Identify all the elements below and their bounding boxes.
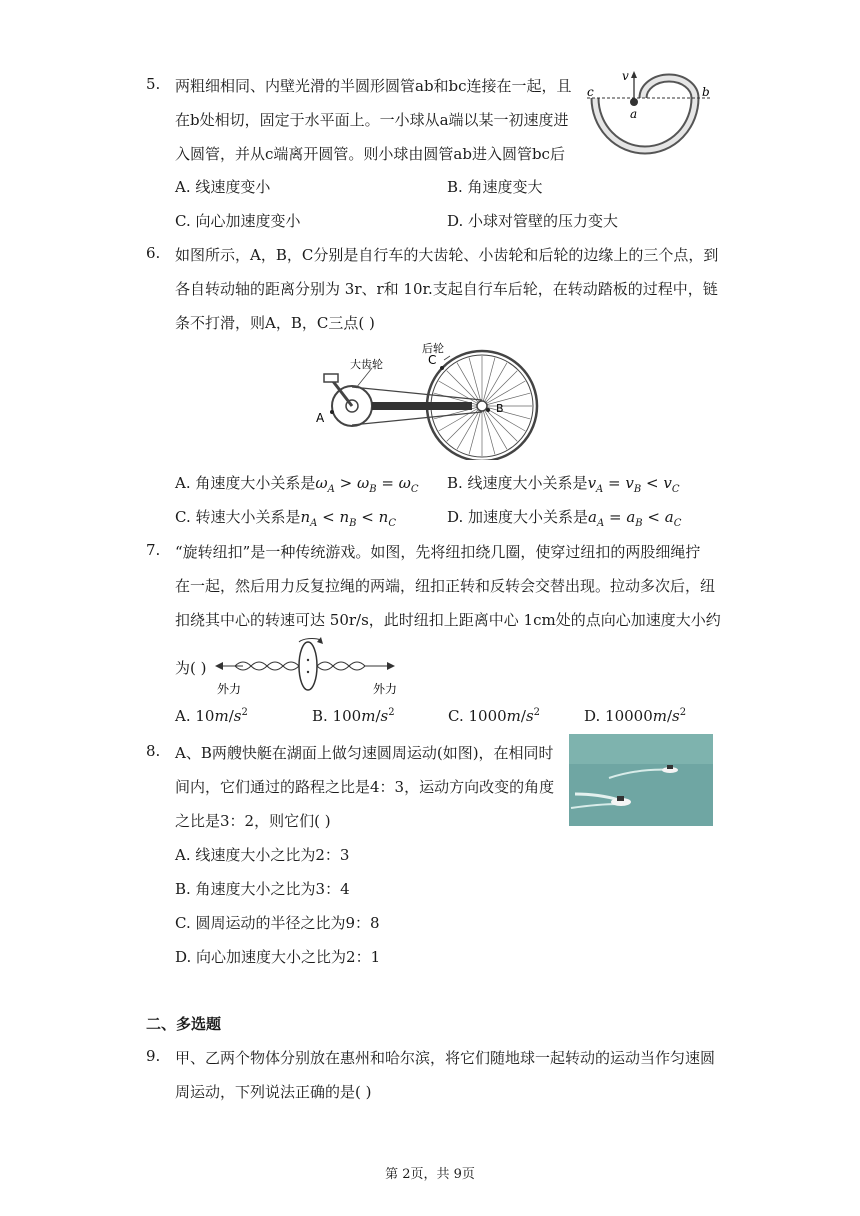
question-text-line: 两粗细相同、内壁光滑的半圆形圆管ab和bc连接在一起，且: [175, 77, 572, 95]
option-c: C. 转速大小关系是$n_A < n_B < n_C$: [175, 508, 396, 529]
label-force-left: 外力: [217, 682, 242, 696]
option-a: A. $10m/s^2$: [175, 707, 248, 725]
question-text-line: 在b处相切，固定于水平面上。一小球从a端以某一初速度进: [175, 111, 569, 129]
option-d: D. $10000m/s^2$: [584, 707, 687, 725]
label-point-c: C: [428, 353, 437, 367]
question-number: 8.: [146, 742, 161, 760]
question-text-line: “旋转纽扣”是一种传统游戏。如图，先将纽扣绕几圈，使穿过纽扣的两股细绳拧: [175, 543, 701, 561]
option-d: D. 向心加速度大小之比为2：1: [175, 948, 381, 966]
button-figure: [213, 633, 403, 699]
label-b: b: [702, 85, 710, 99]
option-c: C. $1000m/s^2$: [448, 707, 541, 725]
question-number: 9.: [146, 1047, 161, 1065]
option-c: C. 圆周运动的半径之比为9：8: [175, 914, 380, 932]
label-a: a: [630, 107, 638, 121]
question-text-line: 各自转动轴的距离分别为 3r、r和 10r.支起自行车后轮，在转动踏板的过程中，链: [175, 280, 718, 298]
question-number: 5.: [146, 75, 161, 93]
option-c: C. 向心加速度变小: [175, 212, 301, 230]
option-b: B. 角速度大小之比为3：4: [175, 880, 350, 898]
section-title: 二、多选题: [146, 1015, 222, 1033]
option-b: B. 线速度大小关系是$v_A = v_B < v_C$: [447, 474, 680, 495]
option-a: A. 线速度大小之比为2：3: [175, 846, 350, 864]
label-point-a: A: [316, 411, 325, 425]
wheel-spoke: [482, 358, 495, 406]
question-text-line: 间内，它们通过的路程之比是4：3，运动方向改变的角度: [175, 778, 555, 796]
label-rear-wheel: 后轮: [422, 342, 444, 355]
option-a: A. 角速度大小关系是$\omega_A > \omega_B = \omega_C$: [175, 474, 419, 495]
bicycle-figure: [312, 338, 552, 460]
option-d: D. 加速度大小关系是$a_A = a_B < a_C$: [447, 508, 682, 529]
question-text-line: 如图所示，A，B，C分别是自行车的大齿轮、小齿轮和后轮的边缘上的三个点，到: [175, 246, 719, 264]
question-text-line: 在一起，然后用力反复拉绳的两端，纽扣正转和反转会交替出现。拉动多次后，纽: [175, 577, 716, 595]
question-text-line: 扣绕其中心的转速可达 50r/s，此时纽扣上距离中心 1cm处的点向心加速度大小约: [175, 611, 721, 629]
question-number: 7.: [146, 541, 161, 559]
boats-photo: [569, 734, 713, 826]
question-text-line: 入圆管，并从c端离开圆管。则小球由圆管ab进入圆管bc后: [175, 145, 565, 163]
question-text-line: 之比是3：2，则它们( ): [175, 812, 331, 830]
label-force-right: 外力: [373, 682, 398, 696]
question-text-line: 周运动，下列说法正确的是( ): [175, 1083, 372, 1101]
question-text-line: 为( ): [175, 659, 207, 677]
page-footer: 第 2页，共 9页: [385, 1167, 475, 1182]
question-text-line: A、B两艘快艇在湖面上做匀速圆周运动(如图)，在相同时: [175, 744, 554, 762]
label-big-gear: 大齿轮: [350, 358, 383, 371]
wheel-spoke: [482, 406, 530, 419]
label-point-b: B: [496, 402, 504, 415]
wheel-spoke: [482, 393, 530, 406]
tube-figure: [585, 58, 715, 168]
option-b: B. $100m/s^2$: [312, 707, 395, 725]
question-text-line: 甲、乙两个物体分别放在惠州和哈尔滨，将它们随地球一起转动的运动当作匀速圆: [175, 1049, 716, 1067]
question-number: 6.: [146, 244, 161, 262]
label-v: v: [622, 69, 629, 83]
wheel-spoke: [482, 406, 495, 454]
option-b: B. 角速度变大: [447, 178, 543, 196]
option-d: D. 小球对管壁的压力变大: [447, 212, 619, 230]
question-text-line: 条不打滑，则A，B，C三点( ): [175, 314, 375, 332]
option-a: A. 线速度变小: [175, 178, 271, 196]
label-c: c: [587, 85, 594, 99]
